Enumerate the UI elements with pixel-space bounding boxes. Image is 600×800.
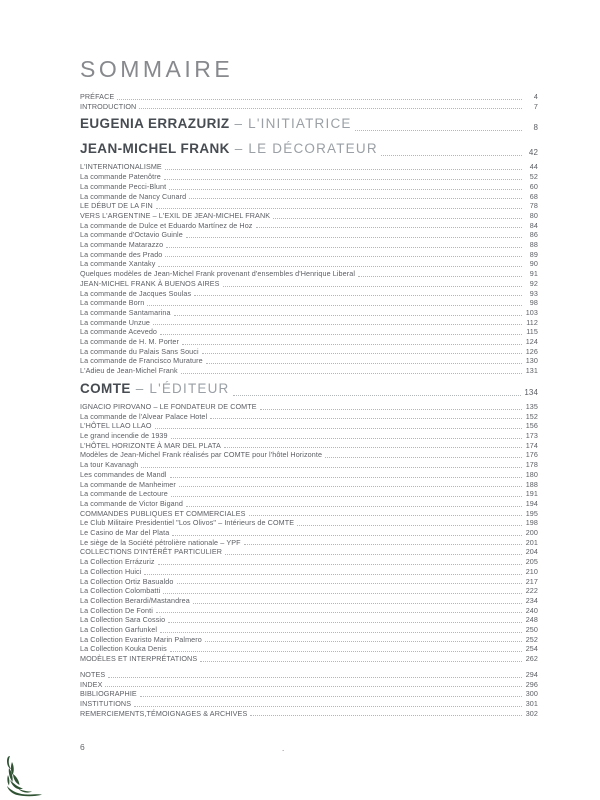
toc-entry-label: PRÉFACE (80, 92, 115, 101)
toc-row (80, 269, 538, 279)
toc-entry-label: La commande d'Octavio Guinle (80, 230, 183, 240)
toc-row (80, 709, 538, 719)
dot-leader (355, 130, 522, 131)
dot-leader (163, 593, 522, 594)
dot-leader (170, 651, 522, 652)
toc-page-number: 131 (525, 366, 538, 376)
dot-leader (170, 477, 523, 478)
dot-leader (206, 363, 522, 364)
toc-row (80, 509, 538, 519)
dot-leader (189, 198, 522, 199)
toc-row (80, 460, 538, 470)
toc-page-number: 152 (525, 411, 538, 421)
toc-page-number: 93 (529, 288, 538, 298)
toc-entry-label: La commande de Victor Bigand (80, 498, 183, 508)
toc-page-number: 60 (529, 181, 538, 191)
dot-leader (165, 169, 522, 170)
dot-leader (381, 155, 522, 156)
toc-entry-label: La tour Kavanagh (80, 460, 139, 470)
toc-page-number: 200 (525, 528, 538, 538)
toc-page-number: 302 (525, 708, 538, 718)
chapter-title-bold: JEAN-MICHEL FRANK (80, 141, 230, 157)
dot-leader (155, 428, 522, 429)
toc-row (80, 279, 538, 289)
toc-row (80, 680, 538, 690)
toc-entry-label: JEAN-MICHEL FRANK À BUENOS AIRES (80, 278, 220, 288)
toc-entry-label: La commande Santamarina (80, 307, 171, 317)
dot-leader (210, 418, 522, 419)
toc-page-number: 130 (525, 356, 538, 366)
toc-page-number: 156 (525, 421, 538, 431)
toc-row (80, 644, 538, 654)
toc-row (80, 606, 538, 616)
toc-page-number: 92 (529, 278, 538, 288)
toc-row (80, 366, 538, 376)
toc-entry-label (80, 112, 352, 136)
toc-row (80, 654, 538, 664)
toc-page-number: 126 (525, 346, 538, 356)
toc-entry-label: INSTITUTIONS (80, 698, 132, 708)
dot-leader (169, 189, 522, 190)
toc-row (80, 318, 538, 328)
toc-entry-label: La commande Acevedo (80, 327, 158, 337)
toc-entry-label: La Collection Colombatti (80, 586, 161, 596)
toc-row (80, 431, 538, 441)
toc-row (80, 635, 538, 645)
toc-page-number: 195 (525, 508, 538, 518)
toc-page-number: 262 (525, 654, 538, 664)
toc-row (80, 137, 538, 161)
toc-entry-label: La Collection Kouka Denis (80, 644, 167, 654)
dot-leader (160, 334, 522, 335)
dot-leader (171, 438, 522, 439)
toc-page-number: 294 (525, 669, 538, 679)
toc-row (80, 259, 538, 269)
toc-page-number: 112 (526, 317, 538, 327)
dot-leader (147, 305, 522, 306)
toc-page-number: 222 (525, 586, 538, 596)
toc-page-number: 191 (525, 489, 538, 499)
toc-entry-label: La commande du Palais Sans Souci (80, 346, 199, 356)
toc-row (80, 182, 538, 192)
toc-entry-label: COMMANDES PUBLIQUES ET COMMERCIALES (80, 508, 246, 518)
toc-row (80, 421, 538, 431)
toc-row (80, 112, 538, 136)
toc-entry-label: La commande de Jacques Soulas (80, 288, 192, 298)
dot-leader (202, 353, 522, 354)
toc-row (80, 670, 538, 680)
toc-entry-label: INDEX (80, 679, 103, 689)
toc-entry-label: Le grand incendie de 1939 (80, 430, 168, 440)
dot-leader (225, 554, 522, 555)
toc-entry-label: La Collection Berardi/Mastandrea (80, 595, 190, 605)
toc-entry-label: L'HÔTEL LLAO LLAO (80, 421, 152, 431)
toc-page-number: 252 (525, 634, 538, 644)
dot-leader (181, 373, 522, 374)
dot-leader (140, 696, 522, 697)
toc-row (80, 470, 538, 480)
toc-page-number: 88 (529, 240, 538, 250)
toc-entry-label: BIBLIOGRAPHIE (80, 689, 137, 699)
dot-leader (223, 286, 522, 287)
toc-row (80, 201, 538, 211)
toc-row (80, 499, 538, 509)
toc-row (80, 402, 538, 412)
toc-row (80, 480, 538, 490)
toc-page-number: 188 (525, 479, 538, 489)
folio-page-number: 6 (80, 742, 85, 752)
toc-page-number: 178 (525, 460, 538, 470)
dot-leader (224, 447, 522, 448)
dot-leader (117, 99, 522, 100)
dot-leader (172, 535, 522, 536)
toc-row (80, 557, 538, 567)
dot-leader (164, 179, 522, 180)
dot-leader (153, 324, 522, 325)
toc-entry-label: La commande des Prado (80, 249, 163, 259)
toc-entry-label: Le Casino de Mar del Plata (80, 528, 170, 538)
toc-entry-label: La Collection Evaristo Marin Palmero (80, 634, 202, 644)
toc-entry-label: MODÈLES ET INTERPRÉTATIONS (80, 654, 198, 664)
toc-entry-label: L'Adieu de Jean-Michel Frank (80, 366, 178, 376)
dot-leader (156, 612, 522, 613)
toc-row (80, 625, 538, 635)
toc-entry-label: Le Club Militaire Presidentiel "Los Olivos" – Intérieurs de COMTE (80, 518, 295, 528)
toc-page-number: 78 (529, 201, 538, 211)
toc-entry-label: Le siège de la Société pétrolière nationale – YPF (80, 537, 241, 547)
page-title: SOMMAIRE (80, 56, 234, 82)
toc-row (80, 289, 538, 299)
toc-page-number: 198 (525, 518, 538, 528)
toc-row (80, 308, 538, 318)
dot-leader (233, 395, 522, 396)
toc-page-number: 98 (529, 298, 538, 308)
dot-leader (250, 715, 522, 716)
toc-entry-label: COLLECTIONS D'INTÉRÊT PARTICULIER (80, 547, 223, 557)
dot-leader (256, 227, 522, 228)
dot-leader (260, 409, 522, 410)
toc-row (80, 699, 538, 709)
stray-mark: . (282, 744, 285, 753)
toc-page-number: 68 (529, 191, 538, 201)
toc-entry-label: La commande Patenôtre (80, 172, 161, 182)
toc-entry-label: LE DÉBUT DE LA FIN (80, 201, 153, 211)
toc-row (80, 347, 538, 357)
toc-entry-label: La commande de H. M. Porter (80, 337, 179, 347)
dot-leader (168, 622, 522, 623)
toc-page-number: 103 (525, 307, 538, 317)
toc-row (80, 489, 538, 499)
dot-leader (141, 467, 522, 468)
toc-entry-label: L'INTERNATIONALISME (80, 162, 162, 172)
dot-leader (144, 574, 522, 575)
toc-page-number: 296 (525, 679, 538, 689)
toc-page-number: 134 (524, 387, 538, 397)
toc-row (80, 221, 538, 231)
toc-row (80, 92, 538, 102)
toc-row (80, 337, 538, 347)
toc-page-number: 124 (525, 337, 538, 347)
toc-page-number: 234 (525, 595, 538, 605)
toc-page-number: 91 (529, 269, 538, 279)
chapter-title-bold: COMTE (80, 380, 131, 396)
toc-row (80, 450, 538, 460)
toc-row (80, 211, 538, 221)
toc-entry-label (80, 377, 230, 401)
toc-entry-label: IGNACIO PIROVANO – LE FONDATEUR DE COMTE (80, 401, 257, 411)
dot-leader (200, 661, 522, 662)
dot-leader (186, 237, 522, 238)
toc-entry-label: La commande de Manheimer (80, 479, 176, 489)
toc-page-number: 4 (533, 92, 538, 101)
dot-leader (249, 515, 522, 516)
table-of-contents (80, 92, 538, 718)
toc-page-number: 300 (525, 689, 538, 699)
toc-entry-label: La Collection Errázuriz (80, 557, 155, 567)
toc-page-number: 180 (525, 469, 538, 479)
dot-leader (171, 496, 522, 497)
toc-row (80, 615, 538, 625)
toc-row (80, 596, 538, 606)
toc-row (80, 528, 538, 538)
toc-row (80, 230, 538, 240)
toc-entry-label: La commande de Francisco Murature (80, 356, 203, 366)
toc-row (80, 577, 538, 587)
dot-leader (177, 583, 523, 584)
dot-leader (179, 486, 522, 487)
toc-page-number: 254 (525, 644, 538, 654)
toc-page-number: 176 (525, 450, 538, 460)
toc-page-number: 80 (529, 210, 538, 220)
toc-page-number: 44 (529, 162, 538, 172)
dot-leader (160, 632, 522, 633)
dot-leader (358, 276, 522, 277)
dot-leader (134, 706, 522, 707)
toc-row (80, 547, 538, 557)
toc-row (80, 356, 538, 366)
toc-row (80, 538, 538, 548)
dot-leader (166, 247, 522, 248)
toc-row (80, 586, 538, 596)
toc-page-number: 135 (525, 401, 538, 411)
toc-entry-label: Modèles de Jean-Michel Frank réalisés par COMTE pour l'hôtel Horizonte (80, 450, 323, 460)
toc-entry-label: La commande de Lectoure (80, 489, 168, 499)
dot-leader (194, 295, 522, 296)
toc-entry-label: La commande Born (80, 298, 145, 308)
chapter-title-light: – L'ÉDITEUR (130, 380, 230, 396)
toc-page-number: 52 (529, 172, 538, 182)
toc-entry-label: VERS L'ARGENTINE – L'EXIL DE JEAN-MICHEL FRANK (80, 210, 271, 220)
toc-entry-label: La commande de Dulce et Eduardo Martínez de Hoz (80, 220, 253, 230)
toc-page-number: 250 (525, 625, 538, 635)
dot-leader (158, 266, 522, 267)
dot-leader (186, 506, 522, 507)
dot-leader (325, 457, 522, 458)
toc-row (80, 689, 538, 699)
toc-entry-label: La Collection Garfunkel (80, 625, 158, 635)
toc-page-number: 42 (528, 148, 538, 158)
toc-entry-label: La commande Xantaky (80, 259, 156, 269)
toc-page-number: 194 (525, 498, 538, 508)
toc-row (80, 377, 538, 401)
toc-page-number: 89 (529, 249, 538, 259)
toc-entry-label: Les commandes de Mandl (80, 469, 167, 479)
toc-page-number: 8 (533, 123, 538, 133)
chapter-title-bold: EUGENIA ERRAZURIZ (80, 116, 230, 132)
dot-leader (174, 315, 522, 316)
toc-page-number: 174 (525, 440, 538, 450)
toc-entry-label: L'HÔTEL HORIZONTE À MAR DEL PLATA (80, 440, 221, 450)
toc-row (80, 441, 538, 451)
toc-row (80, 518, 538, 528)
toc-page-number: 84 (529, 220, 538, 230)
toc-entry-label: La commande Matarazzo (80, 240, 164, 250)
toc-content (80, 56, 538, 718)
toc-row (80, 412, 538, 422)
toc-page-number: 115 (526, 327, 538, 337)
toc-row (80, 192, 538, 202)
dot-leader (182, 344, 522, 345)
toc-row (80, 327, 538, 337)
toc-page-number: 204 (525, 547, 538, 557)
dot-leader (105, 686, 522, 687)
toc-entry-label: La Collection Ortiz Basualdo (80, 576, 174, 586)
toc-page-number: 90 (529, 259, 538, 269)
dot-leader (108, 677, 522, 678)
toc-page-number: 86 (529, 230, 538, 240)
toc-page-number: 301 (525, 698, 538, 708)
dot-leader (273, 218, 522, 219)
toc-entry-label: REMERCIEMENTS,TÉMOIGNAGES & ARCHIVES (80, 708, 248, 718)
toc-entry-label: La commande de Nancy Cunard (80, 191, 187, 201)
dot-leader (158, 564, 522, 565)
toc-page-number: 205 (525, 557, 538, 567)
toc-entry-label: La commande Pecci-Blunt (80, 181, 167, 191)
toc-entry-label: La commande de l'Alvear Palace Hotel (80, 411, 208, 421)
toc-page-number: 240 (525, 605, 538, 615)
dot-leader (244, 544, 522, 545)
corner-ornament-image (4, 755, 44, 797)
toc-entry-label: La Collection Huici (80, 566, 142, 576)
toc-entry-label: La commande Unzue (80, 317, 151, 327)
toc-row (80, 240, 538, 250)
chapter-title-light: – L'INITIATRICE (229, 116, 352, 132)
dot-leader (193, 603, 522, 604)
dot-leader (156, 208, 522, 209)
toc-row (80, 172, 538, 182)
toc-entry-label: La Collection Sara Cossio (80, 615, 166, 625)
toc-row (80, 250, 538, 260)
toc-page-number: 217 (525, 576, 538, 586)
toc-page-number: 248 (525, 615, 538, 625)
toc-page-number: 173 (525, 430, 538, 440)
toc-page-number: 7 (533, 101, 538, 111)
toc-entry-label: Quelques modèles de Jean-Michel Frank provenant d'ensembles d'Henrique Liberal (80, 269, 356, 279)
toc-entry-label: La Collection De Fonti (80, 605, 153, 615)
toc-entry-label: NOTES (80, 669, 106, 679)
dot-leader (139, 108, 522, 109)
toc-row (80, 567, 538, 577)
toc-row (80, 162, 538, 172)
toc-entry-label (80, 137, 378, 161)
toc-row (80, 102, 538, 112)
dot-leader (297, 525, 522, 526)
toc-row (80, 298, 538, 308)
chapter-title-light: – LE DÉCORATEUR (229, 141, 378, 157)
dot-leader (165, 256, 522, 257)
toc-entry-label: INTRODUCTION (80, 101, 137, 111)
dot-leader (205, 641, 522, 642)
toc-page-number: 201 (525, 537, 538, 547)
toc-page-number: 210 (525, 566, 538, 576)
